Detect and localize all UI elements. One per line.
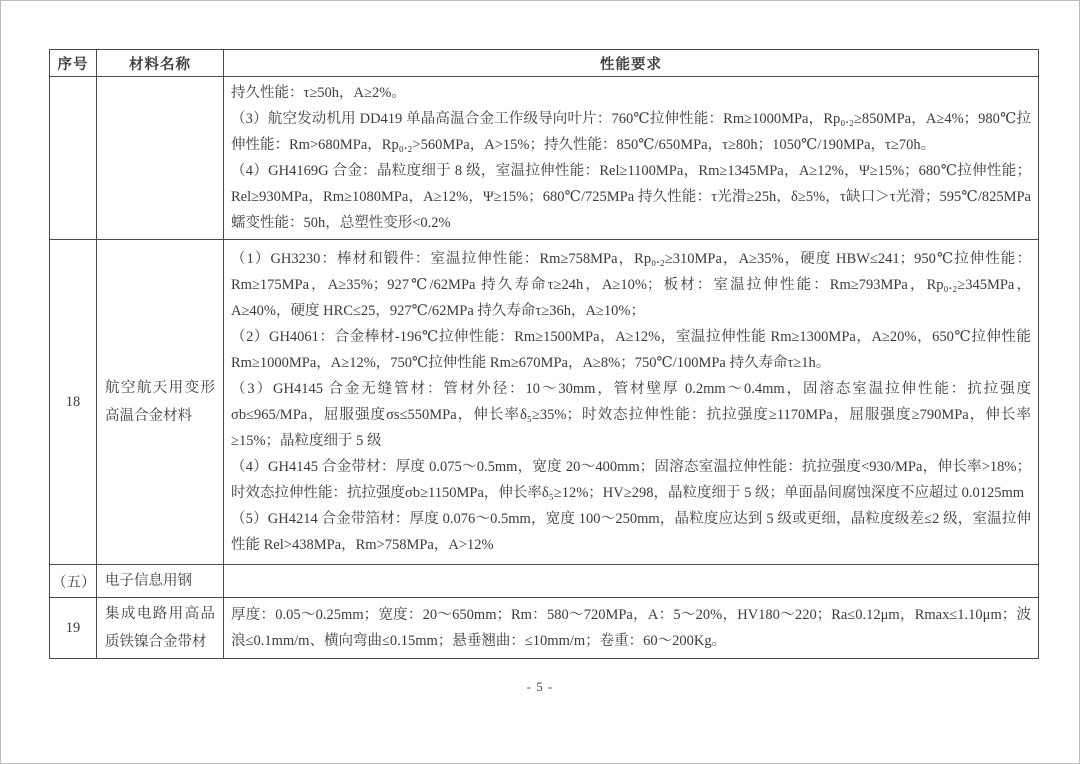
cell-material-name <box>97 77 224 240</box>
requirement-paragraph: （4）GH4169G 合金：晶粒度细于 8 级，室温拉伸性能：Rel≥1100MPa，Rm≥1345MPa，A≥12%，Ψ≥15%；680℃拉伸性能；Rel≥930MPa，Rm≥1080MPa，A≥12%，Ψ≥15%；680℃/725MPa 持久性能：τ光滑≥25h，δ≥5%，τ缺口＞τ光滑；595℃/825MPa 蠕变性能：50h，总塑性变形<0.2% <box>231 163 1031 231</box>
table-row-18 <box>50 240 1039 565</box>
requirement-paragraph: 厚度：0.05～0.25mm；宽度：20～650mm；Rm：580～720MPa，A：5～20%，HV180～220；Ra≤0.12μm，Rmax≤1.10μm；波浪≤0.1mm/m、横向弯曲≤0.15mm；悬垂翘曲：≤10mm/m；卷重：60～200Kg。 <box>231 607 1031 649</box>
table-row-section-5 <box>50 565 1039 598</box>
requirement-paragraph: （5）GH4214 合金带箔材：厚度 0.076～0.5mm，宽度 100～250mm，晶粒度应达到 5 级或更细，晶粒度级差≤2 级，室温拉伸性能 Rel>438MPa，Rm>758MPa，A>12% <box>231 511 1031 553</box>
cell-material-name: 电子信息用钢 <box>97 565 224 598</box>
requirement-paragraph: （4）GH4145 合金带材：厚度 0.075～0.5mm，宽度 20～400mm；固溶态室温拉伸性能：抗拉强度<930/MPa，伸长率>18%；时效态拉伸性能：抗拉强度σb≥1150MPa，伸长率δ₅≥12%；HV≥298，晶粒度细于 5 级；单面晶间腐蚀深度不应超过 0.0125mm <box>231 459 1031 501</box>
cell-performance-requirements <box>224 77 1039 240</box>
requirement-paragraph: 持久性能：τ≥50h，A≥2%。 <box>231 85 406 101</box>
header-serial-number: 序号 <box>50 50 97 77</box>
cell-material-name: 航空航天用变形高温合金材料 <box>97 240 224 565</box>
cell-serial-number <box>50 77 97 240</box>
cell-serial-number: 19 <box>50 598 97 659</box>
cell-performance-requirements <box>224 598 1039 659</box>
requirement-paragraph: （2）GH4061：合金棒材-196℃拉伸性能：Rm≥1500MPa，A≥12%，室温拉伸性能 Rm≥1300MPa，A≥20%，650℃拉伸性能 Rm≥1000MPa，A≥12%，750℃拉伸性能 Rm≥670MPa，A≥8%；750℃/100MPa 持久寿命τ≥1h。 <box>231 329 1031 371</box>
table-row-continuation <box>50 77 1039 240</box>
cell-serial-number: 18 <box>50 240 97 565</box>
materials-table <box>49 49 1039 659</box>
page-number: - 5 - <box>526 679 554 694</box>
table-header-row <box>50 50 1039 77</box>
header-material-name: 材料名称 <box>97 50 224 77</box>
header-performance-requirements: 性能要求 <box>224 50 1039 77</box>
requirement-paragraph: （3）航空发动机用 DD419 单晶高温合金工作级导向叶片：760℃拉伸性能：Rm≥1000MPa，Rp₀.₂≥850MPa，A≥4%；980℃拉伸性能：Rm>680MPa，Rp₀.₂>560MPa，A>15%；持久性能：850℃/650MPa，τ≥80h；1050℃/190MPa，τ≥70h。 <box>231 111 1031 153</box>
cell-serial-number: （五） <box>50 565 97 598</box>
requirement-paragraph: （1）GH3230：棒材和锻件：室温拉伸性能：Rm≥758MPa，Rp₀.₂≥310MPa，A≥35%，硬度 HBW≤241；950℃拉伸性能：Rm≥175MPa，A≥35%；927℃/62MPa 持久寿命τ≥24h，A≥10%；板材：室温拉伸性能：Rm≥793MPa，Rp₀.₂≥345MPa，A≥40%，硬度 HRC≤25，927℃/62MPa 持久寿命τ≥36h，A≥10%； <box>231 251 1031 319</box>
table-row-19 <box>50 598 1039 659</box>
requirement-paragraph: （3）GH4145 合金无缝管材：管材外径：10～30mm，管材壁厚 0.2mm～0.4mm，固溶态室温拉伸性能：抗拉强度σb≤965/MPa，屈服强度σs≤550MPa，伸长率δ₅≥35%；时效态拉伸性能：抗拉强度≥1170MPa，屈服强度≥790MPa，伸长率≥15%；晶粒度细于 5 级 <box>231 381 1031 449</box>
cell-performance-requirements <box>224 565 1039 598</box>
cell-performance-requirements <box>224 240 1039 565</box>
cell-material-name: 集成电路用高品质铁镍合金带材 <box>97 598 224 659</box>
